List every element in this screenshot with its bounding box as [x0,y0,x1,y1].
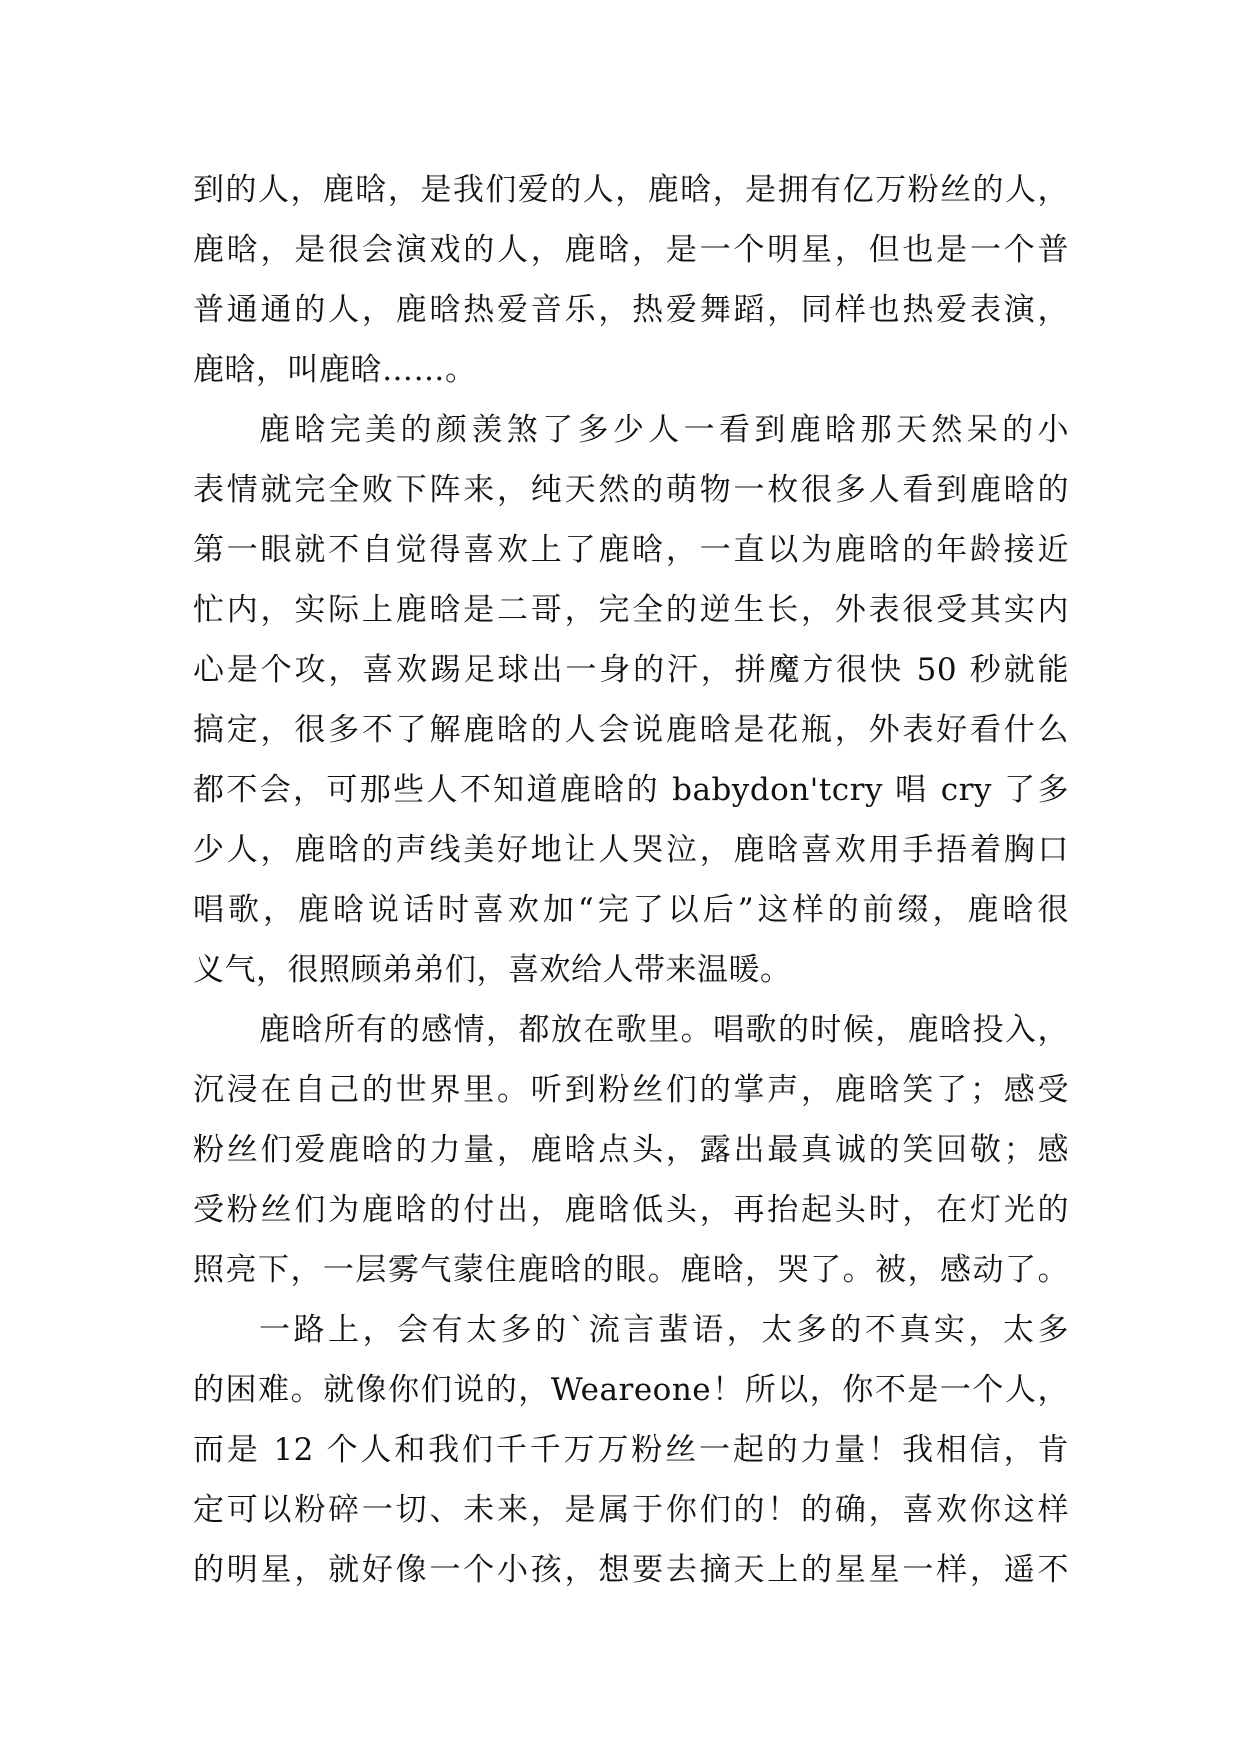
text-line: 的明星，就好像一个小孩，想要去摘天上的星星一样，遥不 [193,1552,1069,1588]
text-line: 普通通的人，鹿晗热爱音乐，热爱舞蹈，同样也热爱表演， [193,292,1069,328]
text-line: 照亮下，一层雾气蒙住鹿晗的眼。鹿晗，哭了。被，感动了。 [193,1252,1069,1288]
text-line: 定可以粉碎一切、未来，是属于你们的！的确，喜欢你这样 [193,1492,1069,1528]
text-line: 搞定，很多不了解鹿晗的人会说鹿晗是花瓶，外表好看什么 [193,712,1069,748]
body-text [193,160,1069,1600]
text-line: 义气，很照顾弟弟们，喜欢给人带来温暖。 [193,952,792,988]
text-line: 鹿晗，叫鹿晗……。 [193,352,477,388]
text-line: 鹿晗，是很会演戏的人，鹿晗，是一个明星，但也是一个普 [193,232,1069,268]
text-line: 粉丝们爱鹿晗的力量，鹿晗点头，露出最真诚的笑回敬；感 [193,1132,1069,1168]
text-line: 少人，鹿晗的声线美好地让人哭泣，鹿晗喜欢用手捂着胸口 [193,832,1069,868]
text-line: 受粉丝们为鹿晗的付出，鹿晗低头，再抬起头时，在灯光的 [193,1192,1069,1228]
text-line: 表情就完全败下阵来，纯天然的萌物一枚很多人看到鹿晗的 [193,472,1069,508]
text-line: 第一眼就不自觉得喜欢上了鹿晗，一直以为鹿晗的年龄接近 [193,532,1069,568]
text-line: 沉浸在自己的世界里。听到粉丝们的掌声，鹿晗笑了；感受 [193,1072,1069,1108]
text-line: 鹿晗所有的感情，都放在歌里。唱歌的时候，鹿晗投入， [259,1012,1069,1048]
text-line: 而是 12 个人和我们千千万万粉丝一起的力量！我相信，肯 [193,1432,1069,1468]
text-line: 都不会，可那些人不知道鹿晗的 babydon'tcry 唱 cry 了多 [193,772,1069,808]
text-line: 鹿晗完美的颜羡煞了多少人一看到鹿晗那天然呆的小 [259,412,1069,448]
text-line: 心是个攻，喜欢踢足球出一身的汗，拼魔方很快 50 秒就能 [193,652,1069,688]
text-line: 唱歌，鹿晗说话时喜欢加“完了以后”这样的前缀，鹿晗很 [193,892,1069,928]
text-line: 忙内，实际上鹿晗是二哥，完全的逆生长，外表很受其实内 [193,592,1069,628]
text-line: 的困难。就像你们说的，Weareone！所以，你不是一个人， [193,1372,1069,1408]
text-line: 一路上，会有太多的`流言蜚语，太多的不真实，太多 [259,1312,1069,1348]
text-line: 到的人，鹿晗，是我们爱的人，鹿晗，是拥有亿万粉丝的人， [193,172,1069,208]
